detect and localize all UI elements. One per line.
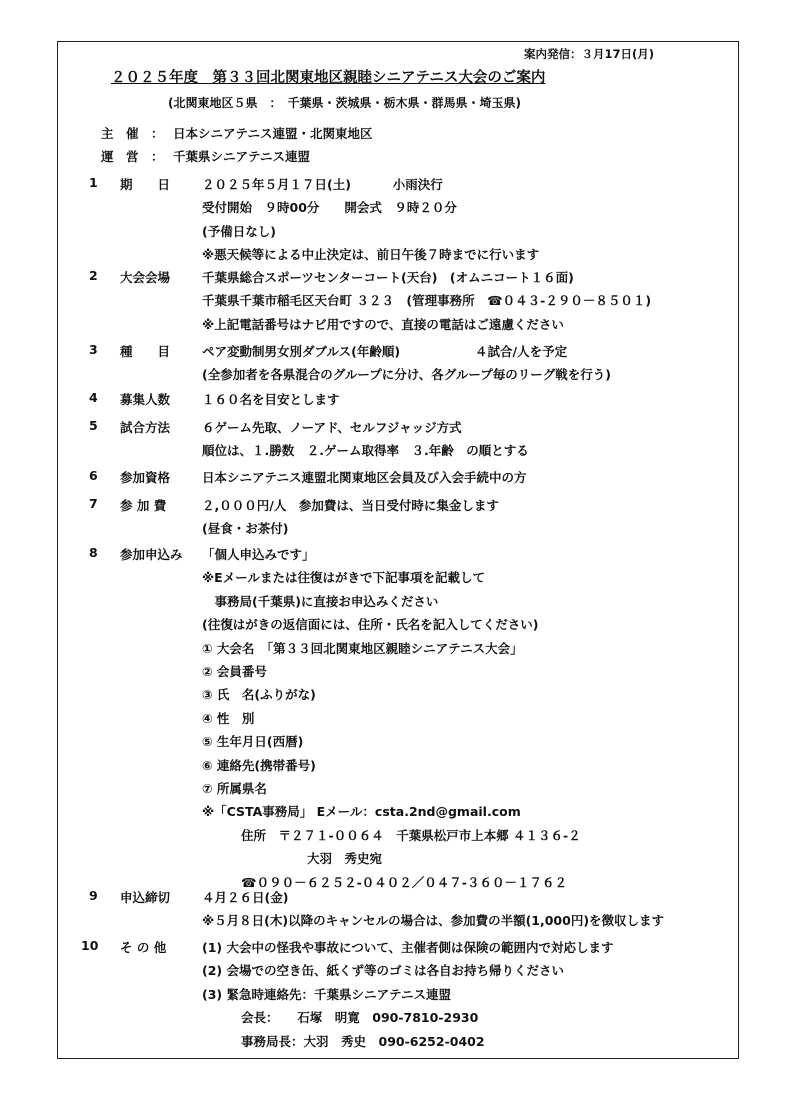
section-label: そ の 他 [120,940,167,955]
section-line: ※悪天候等による中止決定は、前日午後７時までに行います [202,247,540,263]
section-label: 参加資格 [120,470,171,485]
section-line: 千葉県千葉市稲毛区天台町 ３２３ (管理事務所 ☎０４３-２９０－８５０１) [202,293,652,309]
section-line: ④ 性 別 [202,710,255,726]
section-line: 千葉県総合スポーツセンターコート(天台) (オムニコート１６面) [202,270,574,285]
section-line: ※「CSTA事務局」 Eメール：csta.2nd@gmail.com [202,804,521,820]
section-line: ② 会員番号 [202,664,267,679]
section-label: 試合方法 [120,420,171,435]
section-line: 日本シニアテニス連盟北関東地区会員及び入会手続中の方 [202,470,527,485]
section-line: ① 大会名 「第３３回北関東地区親睦シニアテニス大会」 [202,640,523,656]
section-line: ⑦ 所属県名 [202,781,267,796]
section-number: 9 [89,888,98,903]
section-line: 「個人申込みです」 [202,547,315,562]
section-line: (往復はがきの返信面には、住所・氏名を記入してください) [202,617,539,633]
section-label: 大会会場 [120,270,171,285]
section-label: 申込締切 [120,890,171,905]
address-line: 住所 〒２７１-００６４ 千葉県松戸市上本郷 ４１３６-２ [241,827,581,843]
section-label: 参 加 費 [120,498,167,513]
section-number: 6 [89,468,98,483]
section-line: ２０２５年５月１７日(土) 小雨決行 [202,177,443,192]
organizer-label: 主 催 ： [101,126,164,141]
issue-date: 案内発信：３月17日(月) [524,47,655,61]
section-line: ※５月８日(木)以降のキャンセルの場合は、参加費の半額(1,000円)を徴収します [202,913,665,929]
section-line: (3) 緊急時連絡先：千葉県シニアテニス連盟 [202,986,451,1002]
section-line: ６ゲーム先取、ノーアド、セルフジャッジ方式 [202,420,462,435]
document-subtitle: (北関東地区５県 ： 千葉県・茨城県・栃木県・群馬県・埼玉県) [168,96,521,110]
section-number: 8 [89,545,98,560]
operator-label: 運 営 ： [101,149,164,164]
section-label: 募集人数 [120,392,171,407]
contact-line: 会長： 石塚 明寛 090-7810-2930 [241,1010,479,1026]
section-line: ※上記電話番号はナビ用ですので、直接の電話はご遠慮ください [202,316,564,332]
section-line: (全参加者を各県混合のグループに分け、各グループ毎のリーグ戦を行う) [202,367,611,383]
organizer-value: 日本シニアテニス連盟・北関東地区 [173,126,373,141]
section-label: 種 目 [120,344,171,359]
address-line: 大羽 秀史宛 [307,851,383,867]
section-line: 事務局(千葉県)に直接お申込みください [202,593,439,609]
section-line: (1) 大会中の怪我や事故について、主催者側は保険の範囲内で対応します [202,940,614,955]
section-line: １６０名を目安とします [202,392,340,407]
section-number: 3 [89,342,98,357]
section-line: (2) 会場での空き缶、紙くず等のゴミは各自お持ち帰りください [202,963,564,979]
address-line: ☎０９０－６２５２-０４０２／０４７-３６０－１７６２ [241,874,567,890]
section-label: 期 日 [120,177,171,192]
section-line: (予備日なし) [202,223,276,239]
section-number: 1 [89,175,98,190]
section-number: 10 [81,938,99,953]
document-title: ２０２５年度 第３３回北関東地区親睦シニアテニス大会のご案内 [111,70,546,86]
section-number: 5 [89,418,98,433]
section-label: 参加申込み [120,547,183,562]
section-line: ※Eメールまたは往復はがきで下記事項を記載して [202,570,485,586]
section-line: ４月２６日(金) [202,890,289,905]
section-line: 受付開始 ９時00分 開会式 ９時２０分 [202,200,457,216]
section-line: ⑤ 生年月日(西暦) [202,734,304,750]
contact-line: 事務局長：大羽 秀史 090-6252-0402 [241,1033,485,1049]
section-number: 4 [89,390,98,405]
section-number: 7 [89,496,98,511]
section-line: 順位は、１.勝数 ２.ゲーム取得率 ３.年齢 の順とする [202,443,529,459]
section-line: (昼食・お茶付) [202,521,289,537]
section-line: ペア変動制男女別ダブルス(年齢順) ４試合/人を予定 [202,344,568,359]
section-number: 2 [89,268,98,283]
section-line: ⑥ 連絡先(携帯番号) [202,757,316,773]
operator-value: 千葉県シニアテニス連盟 [173,149,311,164]
section-line: ２,０００円/人 参加費は、当日受付時に集金します [202,498,499,513]
section-line: ③ 氏 名(ふりがな) [202,687,316,703]
